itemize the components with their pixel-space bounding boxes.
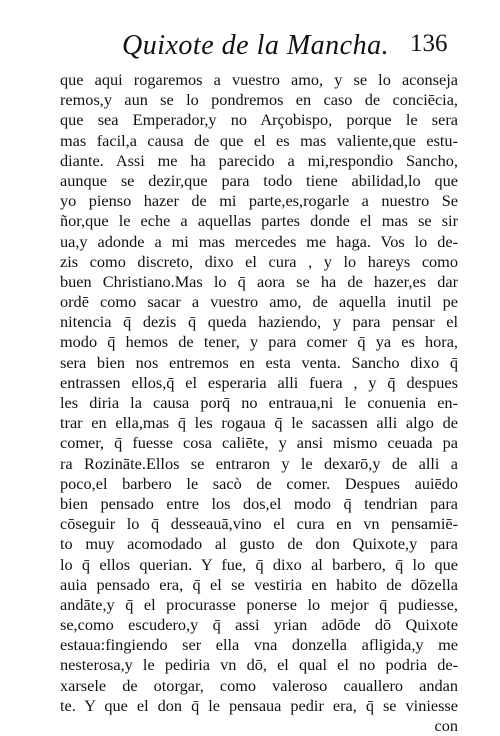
text-line: les diria la causa porq̄ no entraua,ni le conuenia en- (60, 393, 458, 412)
text-line: aunque se dezir,que para todo tiene abilidad,lo que (60, 170, 458, 190)
text-line: bien pensado entre los dos,el modo q̄ tendrian para (60, 493, 458, 513)
text-line: comer, q̄ fuesse cosa caliēte, y ansi mismo ceuada pa (60, 433, 458, 453)
page-number: 136 (410, 30, 448, 57)
text-line: remos,y aun se lo pondremos en caso de conciēcia, (60, 90, 458, 110)
text-line: to muy acomodado al gusto de don Quixote,y para (60, 534, 458, 554)
text-line: nitencia q̄ dezis q̄ queda haziendo, y para pensar el (60, 312, 458, 332)
text-line: ñor,que le eche a aquellas partes donde el mas se sir (60, 211, 458, 231)
page-header (0, 24, 500, 64)
text-line: diante. Assi me ha parecido a mi,respondio Sancho, (60, 150, 458, 170)
text-line: cōseguir lo q̄ desseauā,vino el cura en vn pensamiē- (60, 514, 458, 534)
text-line: mas facil,a causa de que el es mas valiente,que estu- (60, 130, 458, 150)
text-line: zis como discreto, dixo el cura , y lo hareys como (60, 251, 458, 271)
text-line: trar en ella,mas q̄ les rogaua q̄ le sacassen alli algo de (60, 413, 458, 433)
running-title: Quixote de la Mancha. (122, 30, 390, 61)
text-line: que sea Emperador,y no Arçobispo, porque le sera (60, 110, 458, 130)
text-line: estaua:fingiendo ser ella vna donzella afligida,y me (60, 635, 458, 655)
text-line: ra Rozināte.Ellos se entraron y le dexarō,y de alli a (60, 453, 458, 473)
text-line: lo q̄ ellos querian. Y fue, q̄ dixo al barbero, q̄ lo que (60, 554, 458, 574)
text-line: se,como escudero,y q̄ assi yrian adōde dō Quixote (60, 615, 458, 635)
text-line: buen Christiano.Mas lo q̄ aora se ha de hazer,es dar (60, 271, 458, 291)
catchword: con (434, 716, 458, 735)
text-line: xarsele de otorgar, como valeroso cauallero andan (60, 675, 458, 695)
text-line: sera bien nos entremos en esta venta. Sancho dixo q̄ (60, 352, 458, 372)
text-line: nesterosa,y le pediria vn dō, el qual el no podria de- (60, 655, 458, 675)
text-line: te. Y que el don q̄ le pensaua pedir era, q̄ se viniesse (60, 695, 458, 715)
text-line: que aqui rogaremos a vuestro amo, y se lo aconseja (60, 70, 458, 89)
text-line: entrassen ellos,q̄ el esperaria alli fuera , y q̄ despues (60, 372, 458, 392)
text-line: ordē como sacar a vuestro amo, de aquella inutil pe (60, 292, 458, 312)
text-line: ua,y adonde a mi mas mercedes me haga. Vos lo de- (60, 231, 458, 251)
body-text (60, 70, 458, 736)
text-line: andāte,y q̄ el procurasse ponerse lo mejor q̄ pudiesse, (60, 594, 458, 614)
text-line: poco,el barbero le sacò de comer. Despues auiēdo (60, 473, 458, 493)
text-line: yo pienso hazer de mi parte,es,rogarle a nuestro Se (60, 191, 458, 211)
text-line: modo q̄ hemos de tener, y para comer q̄ ya es hora, (60, 332, 458, 352)
text-line: auia pensado era, q̄ el se vestiria en habito de dōzella (60, 574, 458, 594)
